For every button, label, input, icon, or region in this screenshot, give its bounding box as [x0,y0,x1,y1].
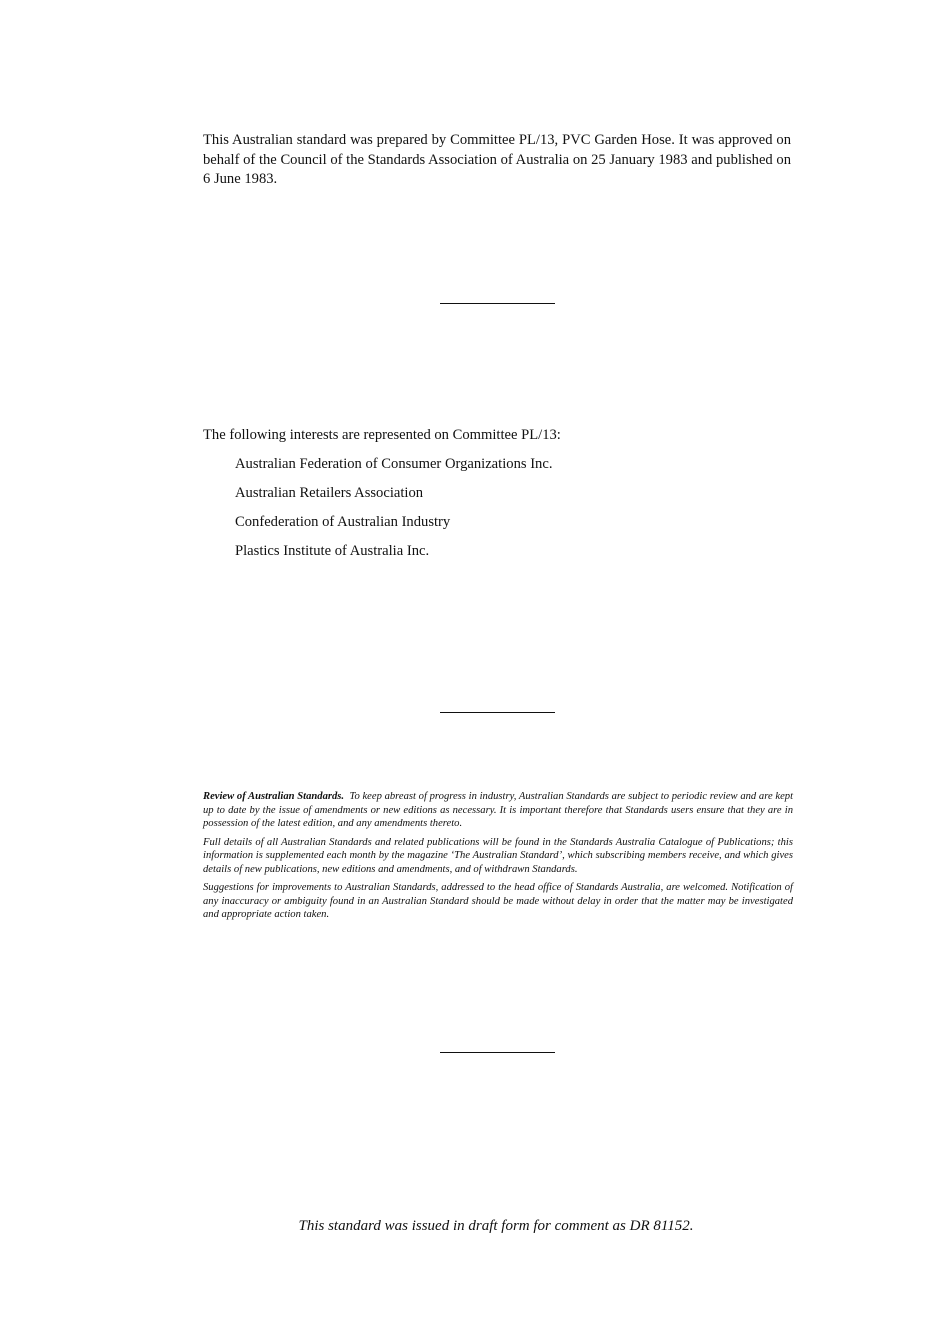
divider-rule [440,303,555,304]
review-text: To keep abreast of progress in industry, Australian Standards are subject to periodic review and are kept up to date by the issue of amendments or new editions as necessary. It is important therefore that Standards users ensure that they are in possession of the latest edition, and any amendments thereto. [203,791,794,829]
divider-rule [440,712,555,713]
review-paragraph: Full details of all Australian Standards and related publications will be found in the Standards Australia Catalogue of Publications; this information is supplemented each month by the magazine ‘The Australian Standard’, which subscribing members receive, and which gives details of new publications, new editions and amendments, and of withdrawn Standards. [203,836,793,875]
committee-interests [203,426,803,561]
committee-member: Plastics Institute of Australia Inc. [235,543,430,559]
divider-rule [440,1052,555,1053]
committee-member: Confederation of Australian Industry [235,514,451,530]
review-paragraph [203,790,793,831]
committee-member: Australian Retailers Association [235,485,424,501]
committee-intro: The following interests are represented on Committee PL/13: [203,427,561,443]
review-paragraph: Suggestions for improvements to Australian Standards, addressed to the head office of Standards Australia, are welcomed. Notification of any inaccuracy or ambiguity found in an Australian Standard should be made without delay in order that the matter may be investigated and appropriate action taken. [203,882,793,920]
review-notice [203,790,793,927]
committee-member: Australian Federation of Consumer Organizations Inc. [235,456,553,472]
review-heading: Review of Australian Standards. [203,791,345,802]
preparation-note: This Australian standard was prepared by Committee PL/13, PVC Garden Hose. It was approved on behalf of the Council of the Standards Association of Australia on 25 January 1983 and published on 6 June 1983. [203,132,791,188]
draft-note: This standard was issued in draft form for comment as DR 81152. [298,1218,694,1234]
committee-member-list [203,455,803,561]
